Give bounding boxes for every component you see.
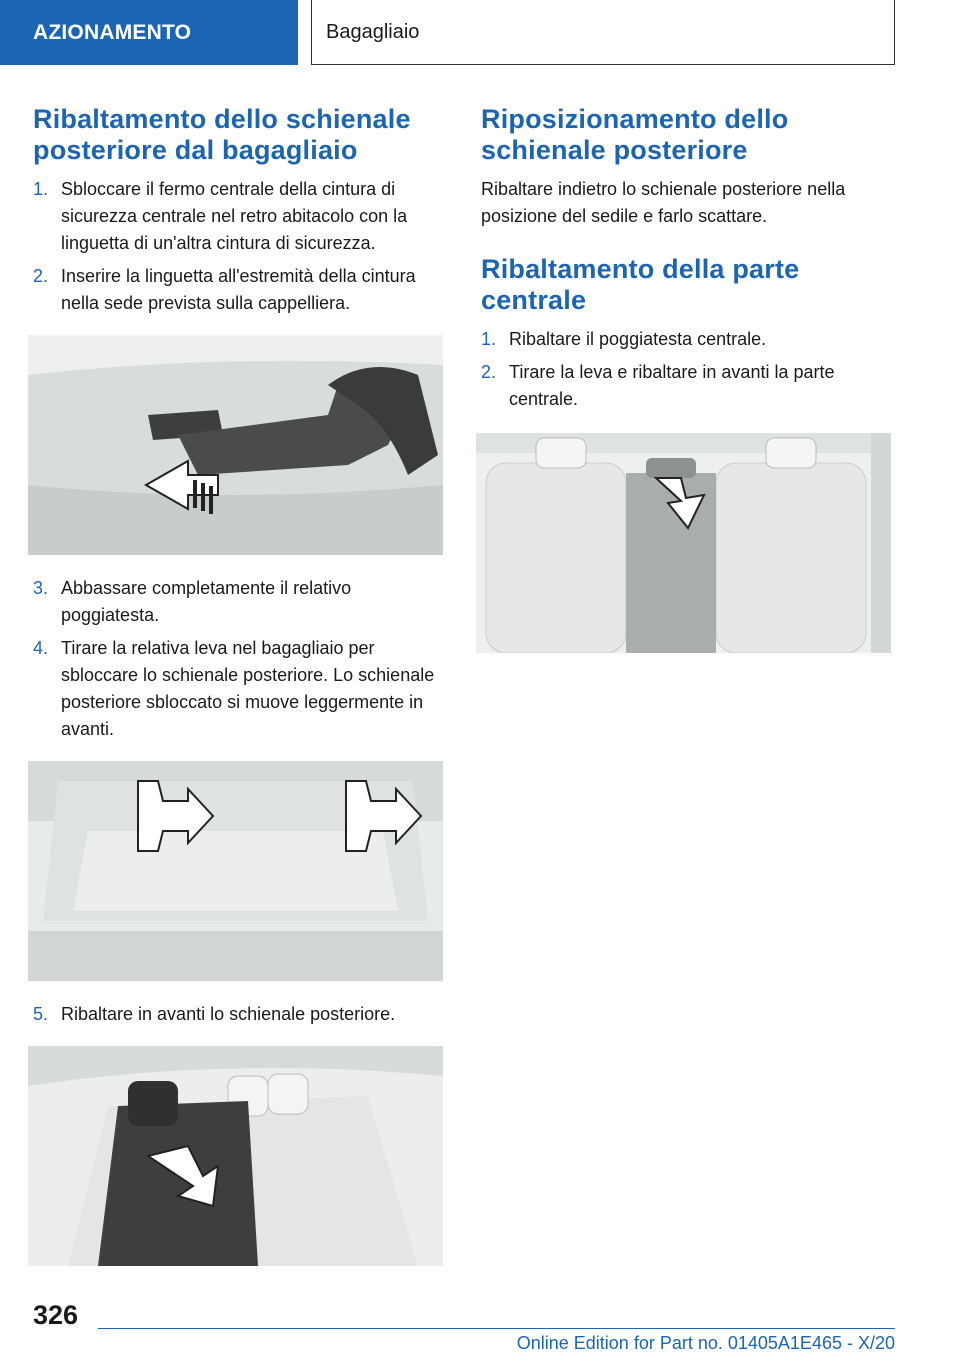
step-text: Ribaltare il poggiatesta centrale. <box>509 329 767 349</box>
footer-rule <box>98 1328 895 1329</box>
step-item <box>33 1001 443 1028</box>
step-number: 3. <box>33 578 49 598</box>
step-text: Inserire la linguetta all'estremità della cintura nella sede prevista sulla cappelliera. <box>61 266 416 313</box>
step-item <box>33 575 443 629</box>
step-text: Tirare la leva e ribaltare in avanti la parte centrale. <box>509 362 835 409</box>
fold-steps-b <box>33 575 443 743</box>
step-number: 2. <box>33 266 49 286</box>
trunk-illustration <box>28 761 443 981</box>
fold-steps-c <box>33 1001 443 1028</box>
step-item <box>33 635 443 743</box>
page-number: 326 <box>33 1300 79 1330</box>
step-item <box>481 359 901 413</box>
fold-backrest-title: Ribaltamento dello schienale posteriore dal bagagliaio <box>33 104 411 165</box>
step-number: 4. <box>33 638 49 658</box>
section-label: AZIONAMENTO <box>33 20 192 44</box>
step-number: 5. <box>33 1004 49 1024</box>
step-text: Sbloccare il fermo centrale della cintura di sicurezza centrale nel retro abitacolo con la linguetta di un'altra cintura di sicurezza. <box>61 179 408 253</box>
center-fold-steps <box>481 326 901 413</box>
step-text: Tirare la relativa leva nel bagagliaio per sbloccare lo schienale posteriore. Lo schienale posteriore sbloccato si muove leggermente in avanti. <box>61 638 435 739</box>
figure-parcel-shelf-belt <box>28 335 443 555</box>
step-item <box>481 326 901 353</box>
edition-note: Online Edition for Part no. 01405A1E465 - X/20 <box>516 1333 895 1353</box>
chapter-label: Bagagliaio <box>326 20 420 43</box>
step-number: 1. <box>33 179 49 199</box>
belt-illustration <box>28 335 443 555</box>
step-text: Abbassare completamente il relativo poggiatesta. <box>61 578 352 625</box>
reposition-text: Ribaltare indietro lo schienale posteriore nella posizione del sedile e farlo scattare. <box>481 179 846 226</box>
step-text: Ribaltare in avanti lo schienale posteriore. <box>61 1004 396 1024</box>
right-column <box>481 104 901 673</box>
left-column <box>33 104 443 1286</box>
figure-trunk-levers <box>28 761 443 981</box>
center-fold-title: Ribaltamento della parte centrale <box>481 254 800 315</box>
chapter-header <box>311 0 895 65</box>
fold-steps-a <box>33 176 443 317</box>
step-item <box>33 176 443 257</box>
step-item <box>33 263 443 317</box>
center-section-illustration <box>476 433 891 653</box>
section-tab <box>0 0 298 65</box>
reposition-title: Riposizionamento dello schienale posteriore <box>481 104 789 165</box>
step-number: 2. <box>481 362 497 382</box>
step-number: 1. <box>481 329 497 349</box>
figure-center-section <box>476 433 901 653</box>
seat-fold-illustration <box>28 1046 443 1266</box>
figure-rear-seat-fold <box>28 1046 443 1266</box>
